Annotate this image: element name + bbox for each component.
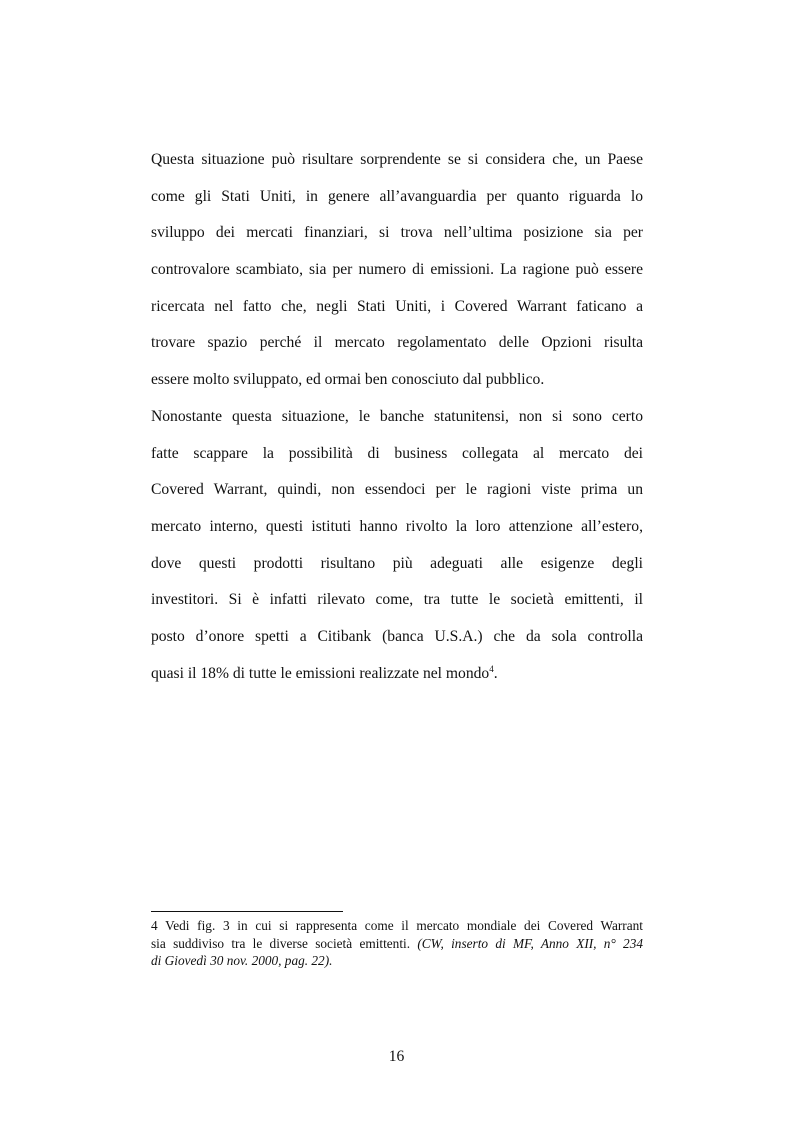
text-line: mercato interno, questi istituti hanno rivolto la loro attenzione all’estero, [151,517,643,535]
footnote-line [151,917,643,935]
footnote-text: sia suddiviso tra le diverse società emittenti. [151,935,411,951]
paragraph-1 [151,142,643,399]
text-line: dove questi prodotti risultano più adeguati alle esigenze degli [151,554,643,572]
footnote-marker: 4 [151,918,158,933]
text-line: essere molto sviluppato, ed ormai ben conosciuto dal pubblico. [151,371,545,389]
footnote-line [151,935,643,953]
page-number: 16 [388,1048,405,1065]
end-punctuation: . [493,664,498,682]
footnote-citation: di Giovedì 30 nov. 2000, pag. 22). [151,953,333,968]
footnote-text: Vedi fig. 3 in cui si rappresenta come il mercato mondiale dei Covered Warrant [165,918,643,933]
text-line: fatte scappare la possibilità di business collegata al mercato dei [151,444,643,462]
text-line: Questa situazione può risultare sorprendente se si considera che, un Paese [151,151,643,168]
footnote-citation: (CW, inserto di MF, Anno XII, n° 234 [417,935,643,951]
footnote [151,917,643,970]
text-line: come gli Stati Uniti, in genere all’avanguardia per quanto riguarda lo [151,187,643,205]
body-text [151,142,643,692]
text-line: controvalore scambiato, sia per numero di emissioni. La ragione può essere [151,261,643,279]
paragraph-2 [151,399,643,693]
text-line: Nonostante questa situazione, le banche statunitensi, non si sono certo [151,407,643,425]
text-line: Covered Warrant, quindi, non essendoci per le ragioni viste prima un [151,481,643,499]
footnote-separator [151,911,343,912]
text-line: trovare spazio perché il mercato regolamentato delle Opzioni risulta [151,334,643,352]
text-line: ricercata nel fatto che, negli Stati Uniti, i Covered Warrant faticano a [151,297,643,315]
text-line: investitori. Si è infatti rilevato come, tra tutte le società emittenti, il [151,591,643,609]
text-line-with-footnote [151,656,643,693]
text-line: sviluppo dei mercati finanziari, si trova nell’ultima posizione sia per [151,224,643,242]
footnote-reference[interactable]: 4 [489,663,494,674]
footnote-line [151,952,643,970]
text-line: posto d’onore spetti a Citibank (banca U.S.A.) che da sola controlla [151,627,643,645]
text-line-content: quasi il 18% di tutte le emissioni realizzate nel mondo [151,664,490,682]
